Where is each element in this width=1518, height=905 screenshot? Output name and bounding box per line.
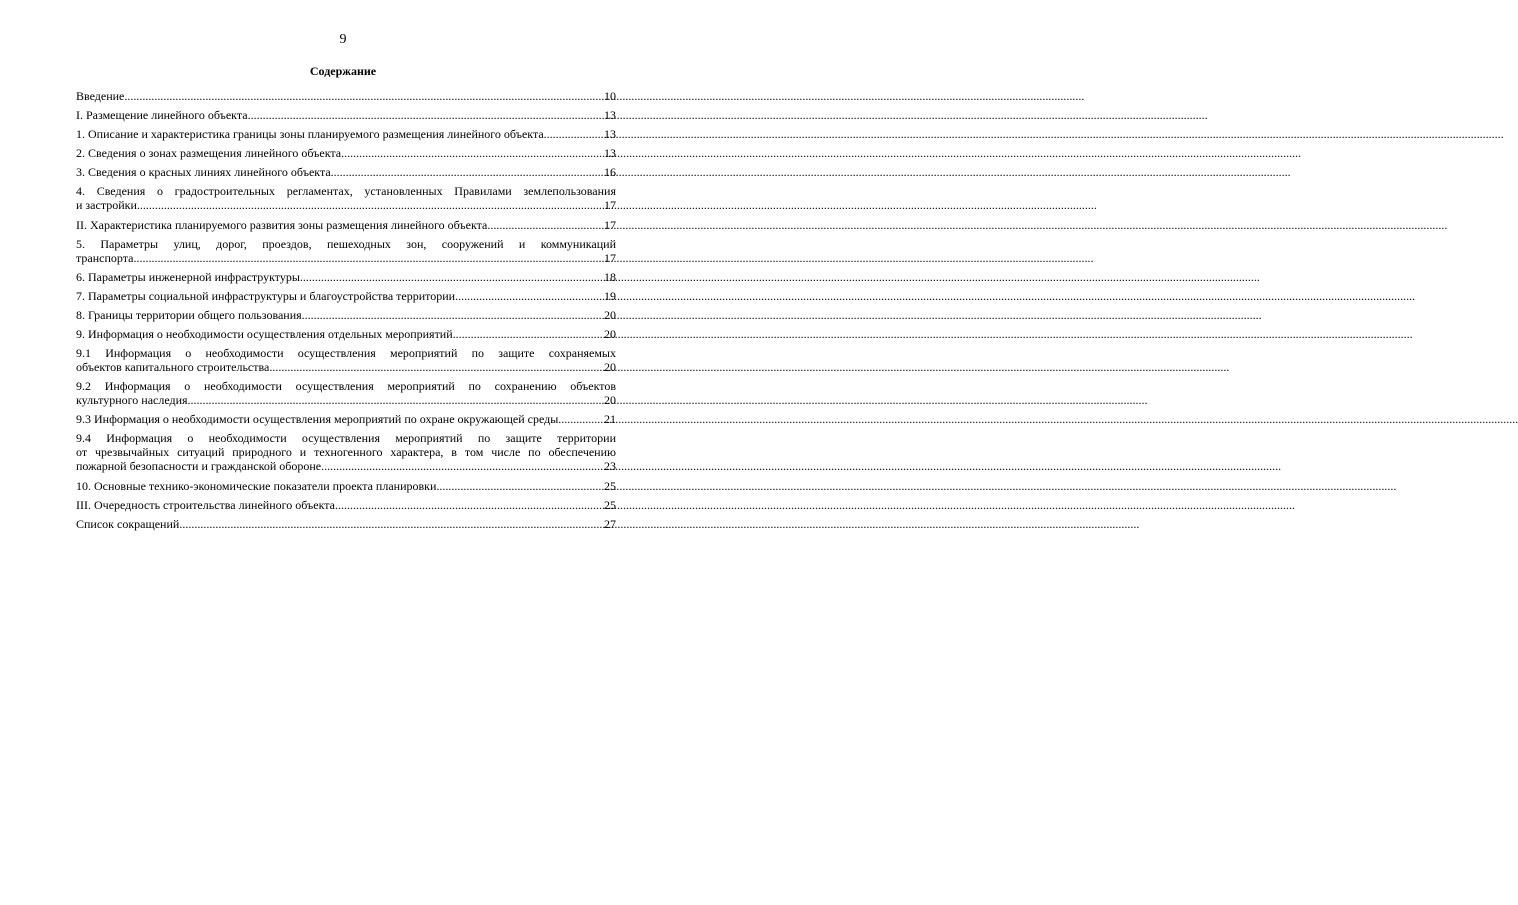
toc-entry-title: II. Характеристика планируемого развития зоны размещения линейного объекта [76, 217, 488, 232]
toc-entry-leader-line [76, 270, 616, 284]
toc-entry[interactable] [76, 237, 616, 265]
toc-entry-line: 5. Параметры улиц, дорог, проездов, пешеходных зон, сооружений и коммуникаций [76, 236, 616, 251]
toc-dot-leader [453, 327, 603, 341]
toc-dot-leader [335, 498, 603, 512]
toc-dot-leader [269, 360, 603, 374]
toc-entry-leader-line [76, 327, 616, 341]
toc-entry[interactable] [76, 127, 616, 141]
toc-entry-title: I. Размещение линейного объекта [76, 108, 248, 123]
toc-entry-title: культурного наследия [76, 393, 188, 408]
toc-page-number: 19 [604, 288, 616, 303]
table-of-contents [76, 89, 616, 536]
toc-dot-leader [188, 393, 603, 407]
toc-entry-line: 4. Сведения о градостроительных регламентах, установленных Правилами землепользования [76, 184, 616, 199]
toc-entry-leader-line [76, 412, 616, 426]
toc-entry-line: 9.4 Информация о необходимости осуществления мероприятий по защите территории [76, 431, 616, 446]
toc-dot-leader [436, 479, 603, 493]
toc-page-number: 20 [604, 307, 616, 322]
toc-page-number: 25 [604, 478, 616, 493]
page-title: Содержание [309, 64, 377, 78]
toc-entry[interactable] [76, 146, 616, 160]
toc-entry-leader-line [76, 459, 616, 473]
toc-entry[interactable] [76, 165, 616, 179]
toc-entry-title: пожарной безопасности и гражданской обороне [76, 459, 322, 474]
toc-entry-title: объектов капитального строительства [76, 360, 270, 375]
toc-entry-title: транспорта [76, 250, 134, 265]
toc-entry-leader-line [76, 127, 616, 141]
toc-entry[interactable] [76, 412, 616, 426]
toc-entry-title: 2. Сведения о зонах размещения линейного объекта [76, 146, 342, 161]
toc-page-number: 20 [604, 393, 616, 408]
toc-entry[interactable] [76, 270, 616, 284]
toc-page-number: 17 [604, 217, 616, 232]
toc-entry-title: 7. Параметры социальной инфраструктуры и благоустройства территории [76, 288, 456, 303]
toc-entry[interactable] [76, 327, 616, 341]
toc-entry-leader-line [76, 198, 616, 212]
toc-page-number: 20 [604, 360, 616, 375]
toc-entry-leader-line [76, 108, 616, 122]
toc-page-number: 25 [604, 497, 616, 512]
toc-entry-leader-line [76, 165, 616, 179]
toc-entry-leader-line [76, 218, 616, 232]
toc-page-number: 18 [604, 269, 616, 284]
toc-dot-leader [124, 89, 603, 103]
toc-entry[interactable] [76, 289, 616, 303]
toc-entry-title: 10. Основные технико-экономические показатели проекта планировки [76, 478, 437, 493]
toc-dot-leader [137, 198, 603, 212]
toc-entry-title: III. Очередность строительства линейного объекта [76, 497, 335, 512]
toc-entry-leader-line [76, 308, 616, 322]
toc-page-number: 13 [604, 108, 616, 123]
toc-entry[interactable] [76, 89, 616, 103]
toc-page-number: 10 [604, 89, 616, 103]
toc-entry-title: 9. Информация о необходимости осуществления отдельных мероприятий [76, 327, 453, 342]
toc-dot-leader [179, 517, 603, 531]
toc-entry[interactable] [76, 479, 616, 493]
toc-page-number: 17 [604, 250, 616, 265]
toc-entry-line: от чрезвычайных ситуаций природного и техногенного характера, в том числе по обеспечению [76, 445, 616, 460]
toc-entry-leader-line [76, 89, 616, 103]
toc-entry[interactable] [76, 346, 616, 374]
toc-page-number: 23 [604, 459, 616, 474]
toc-entry[interactable] [76, 379, 616, 407]
toc-entry-title: Список сокращений [76, 516, 180, 531]
toc-entry-title: и застройки [76, 198, 137, 213]
toc-entry-leader-line [76, 251, 616, 265]
toc-entry[interactable] [76, 184, 616, 212]
toc-dot-leader [544, 127, 603, 141]
toc-page-number: 13 [604, 127, 616, 142]
toc-page-number: 21 [604, 412, 616, 427]
toc-entry-line: 9.2 Информация о необходимости осуществления мероприятий по сохранению объектов [76, 379, 616, 394]
toc-entry[interactable] [76, 108, 616, 122]
toc-dot-leader [487, 218, 603, 232]
toc-entry[interactable] [76, 498, 616, 512]
toc-entry-title: Введение [76, 89, 125, 103]
toc-entry-title: 8. Границы территории общего пользования [76, 307, 302, 322]
toc-dot-leader [302, 308, 603, 322]
toc-entry[interactable] [76, 218, 616, 232]
toc-entry-leader-line [76, 498, 616, 512]
toc-page-number: 27 [604, 516, 616, 531]
toc-dot-leader [321, 459, 603, 473]
toc-entry-leader-line [76, 479, 616, 493]
toc-entry[interactable] [76, 431, 616, 473]
toc-dot-leader [300, 270, 603, 284]
toc-entry-title: 3. Сведения о красных линиях линейного объекта [76, 165, 331, 180]
toc-dot-leader [341, 146, 603, 160]
toc-page-number: 16 [604, 165, 616, 180]
toc-dot-leader [558, 412, 603, 426]
toc-dot-leader [248, 108, 603, 122]
toc-entry-title: 9.3 Информация о необходимости осуществления мероприятий по охране окружающей среды [76, 412, 559, 427]
toc-entry-leader-line [76, 360, 616, 374]
toc-entry-leader-line [76, 517, 616, 531]
page-number: 9 [339, 32, 347, 47]
toc-entry[interactable] [76, 308, 616, 322]
toc-dot-leader [133, 251, 603, 265]
toc-entry-leader-line [76, 146, 616, 160]
toc-dot-leader [455, 289, 603, 303]
toc-entry-leader-line [76, 289, 616, 303]
toc-entry[interactable] [76, 517, 616, 531]
toc-entry-title: 6. Параметры инженерной инфраструктуры [76, 269, 300, 284]
toc-entry-line: 9.1 Информация о необходимости осуществления мероприятий по защите сохраняемых [76, 346, 616, 361]
toc-entry-title: 1. Описание и характеристика границы зоны планируемого размещения линейного объекта [76, 127, 544, 142]
toc-page-number: 13 [604, 146, 616, 161]
toc-page-number: 17 [604, 198, 616, 213]
toc-entry-leader-line [76, 393, 616, 407]
toc-dot-leader [331, 165, 603, 179]
toc-page-number: 20 [604, 327, 616, 342]
